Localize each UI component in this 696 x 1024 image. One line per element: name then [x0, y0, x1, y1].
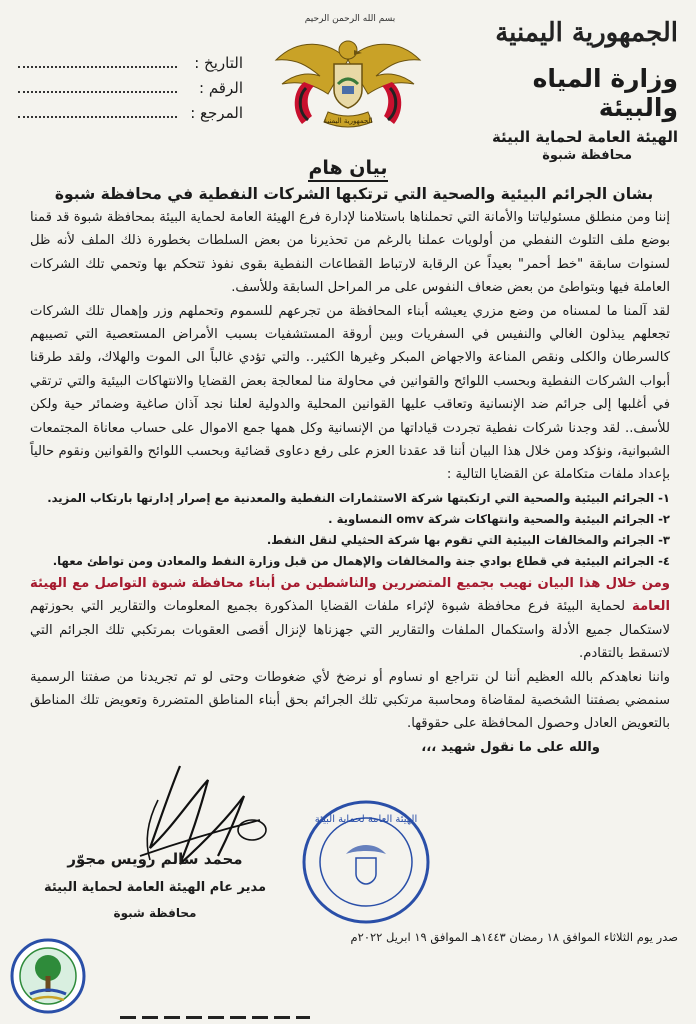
paragraph-grievance: لقد آلمنا ما لمسناه من وضع مزري يعيشه أبناء المحافظة من تجرعهم للسموم وتحملهم وزر وإهمال تلك الشركات تجعلهم يبذلون الغالي والنفيس في السفريات وبين أروقة المستشفيات بسبب الأمراض المستعصية التي تصيبهم كالسرطان والكلى ونقص المناعة والاجهاض المبكر وغيرها الكثير.. والتي تؤدي غالباً الى الموت والهلاك، ولقد طرقنا أبواب الشركات النفطية وبحسب اللوائح والقوانين في محاولة منا لمعالجة بعض القضايا والانتهاكات البيئية والتي ترتقي في أغلبها إلى جرائم ضد الإنسانية وتعاقب عليها القوانين المحلية والدولية لعلنا نجد آذان صاغية وضمائر حية ولكن للأسف.. لقد وجدنا شركات نفطية تجردت قياداتها من الإنسانية وكل همها جمع الاموال على حساب معاناة المجتمعات الشبوانية، ونؤكد ومن خلال هذا البيان أننا قد عقدنا العزم على رفع دعاوى قضائية وبحسب اللوائح والقوانين ونقوم حالياً بإعداد ملفات متكاملة عن القضايا التالية :: [30, 303, 670, 483]
reference-label: المرجع :: [190, 104, 243, 122]
cases-list: [30, 488, 670, 572]
statement-title: بيان هام: [0, 157, 696, 179]
case-item: ٢- الجرائم البيئية والصحية وانتهاكات شركة omv النمساوية .: [328, 511, 670, 526]
republic-name: الجمهورية اليمنية: [495, 18, 678, 48]
ministry-name: وزارة المياه والبيئة: [532, 64, 678, 122]
paragraph-intro: إننا ومن منطلق مسئولياتنا والأمانة التي تحملناها باستلامنا لإدارة فرع الهيئة العامة لحماية البيئة بمحافظة شبوة قد قمنا بوضع ملف التلوث النفطي من أولويات عملنا بالرغم من تحذيرنا من بعض السلطات بخطورة ذلك الملف لأنه ظل لسنوات سابقة "خط أحمر" بعيداً عن الرقابة لارتباط القطاعات النفطية بقوى نفوذ تتحكم بها وتحمي تلك الشركات العاملة فيها وبتواطئ من بعض ضعاف النفوس على مر المراحل السابقة وللأسف.: [30, 210, 670, 296]
eagle-emblem-icon: [268, 20, 428, 140]
statement-body: [30, 206, 670, 759]
stamp-text: الهيئة العامة لحماية البيئة: [314, 814, 418, 825]
date-label: التاريخ :: [194, 54, 243, 72]
number-row: [18, 79, 243, 104]
emblem-banner-text: الجمهورية اليمنية: [323, 117, 373, 125]
paragraph-appeal: [30, 572, 670, 666]
appeal-highlight: ومن خلال هذا البيان نهيب بجميع المتضررين والناشطين من أبناء محافظة شبوة التواصل مع الهيئة العامة: [30, 575, 670, 615]
paragraph-pledge: واننا نعاهدكم بالله العظيم أننا لن نتراجع او نساوم أو نرضخ لأي ضغوطات وحتى لو تم تجريدنا من صفتنا الرسمية سنمضي بصفتنا الشخصية لمقاضاة ومحاسبة مرتكبي تلك الجرائم بحق أبناء المناطق المتضررة وتعويض تلك المناطق بالتعويض العادل وحصول المحافظة على حقوقها.: [30, 669, 670, 732]
date-row: [18, 54, 243, 79]
authority-name: الهيئة العامة لحماية البيئة: [491, 128, 678, 146]
number-label: الرقم :: [199, 79, 243, 97]
environment-logo-icon: [10, 938, 86, 1014]
signatory-governorate: محافظة شبوة: [113, 906, 197, 920]
reference-block: [18, 54, 243, 129]
letterhead-right: [448, 18, 678, 163]
case-item: ٤- الجرائم البيئية في قطاع بوادي جنة والمخالفات والإهمال من قبل وزارة النفط والمعادن ومن تواطئ معها.: [52, 553, 670, 568]
case-item: ١- الجرائم البيئية والصحية التي ارتكبتها شركة الاستثمارات النفطية والمعدنية مع إصرار إدارتها بارتكاب المزيد.: [47, 490, 670, 505]
governorate-name: محافظة شبوة: [542, 148, 632, 163]
official-stamp: [296, 792, 436, 932]
closing-line: والله على ما نقول شهيد ،،،: [421, 739, 600, 755]
issue-date: صدر يوم الثلاثاء الموافق ١٨ رمضان ١٤٤٣هـ الموافق ١٩ ابريل ٢٠٢٢م: [350, 930, 678, 944]
case-item: ٣- الجرائم والمخالفات البيئية التي تقوم بها شركة الحثيلي لنقل النفط.: [266, 532, 670, 547]
footer-divider: [120, 1016, 310, 1019]
bismillah: بسم الله الرحمن الرحيم: [304, 14, 396, 24]
signatory-name: محمد سالم رويس مجوّر: [67, 850, 243, 868]
reference-row: [18, 104, 243, 129]
statement-subtitle: بشان الجرائم البيئية والصحية التي ترتكبها الشركات النفطية في محافظة شبوة: [54, 185, 654, 203]
signatory-title: مدير عام الهيئة العامة لحماية البيئة: [43, 880, 267, 895]
appeal-text: لحماية البيئة فرع محافظة شبوة لإثراء ملفات القضايا المذكورة بجميع المعلومات والتقارير التي بحوزتهم لاستكمال جميع الأدلة واستكمال الملفات والتقارير التي جهزناها لإنزال أقصى العقوبات بمرتكبي تلك الجرائم التي لاتسقط بالتقادم.: [30, 599, 670, 662]
